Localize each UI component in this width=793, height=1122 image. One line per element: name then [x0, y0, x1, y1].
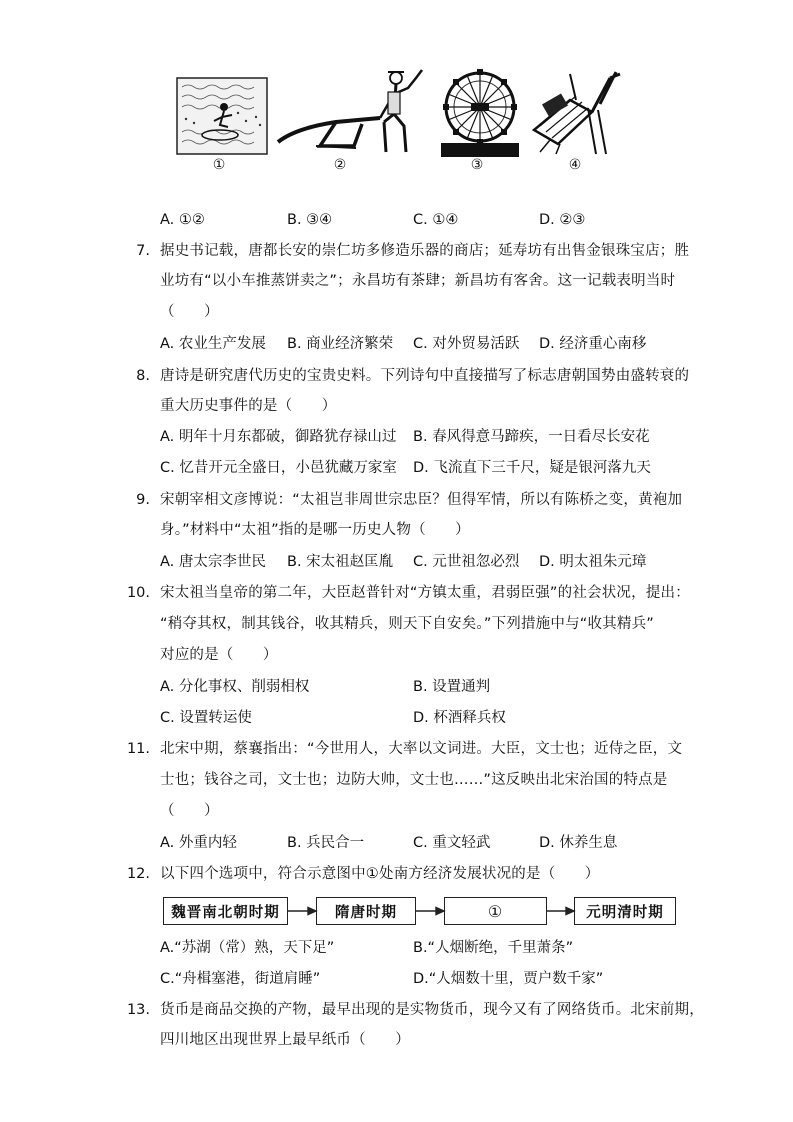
- q10-option-b[interactable]: B. 设置通判: [413, 679, 491, 695]
- q8-option-b[interactable]: B. 春风得意马蹄疾，一日看尽长安花: [413, 429, 650, 445]
- q12-option-a[interactable]: A.“苏湖（常）熟，天下足”: [160, 940, 335, 956]
- q7-number: 7.: [136, 243, 150, 259]
- q7-option-a[interactable]: A. 农业生产发展: [160, 336, 266, 352]
- image-label-4: ④: [568, 157, 582, 173]
- flow-box-sui-tang: 隋唐时期: [316, 897, 416, 925]
- q13-number: 13.: [126, 1002, 150, 1018]
- q11-option-b[interactable]: B. 兵民合一: [287, 835, 365, 851]
- q9-stem-line-1: 宋朝宰相文彦博说：“太祖岂非周世宗忠臣？但得军情，所以有陈桥之变，黄袍加: [160, 492, 683, 508]
- q11-stem-line-2: 士也；钱谷之司，文士也；边防大帅，文士也……”这反映出北宋治国的特点是: [160, 772, 668, 788]
- flow-box-yuan-ming-qing: 元明清时期: [574, 897, 676, 925]
- q6-option-b[interactable]: B. ③④: [287, 212, 333, 228]
- q8-stem-line-2: 重大历史事件的是（ ）: [160, 398, 337, 414]
- q7-stem-line-1: 据史书记载，唐都长安的崇仁坊多修造乐器的商店；延寿坊有出售金银珠宝店；胜: [160, 243, 690, 259]
- q7-option-c[interactable]: C. 对外贸易活跃: [413, 336, 520, 352]
- q13-stem-line-2: 四川地区出现世界上最早纸币（ ）: [160, 1032, 410, 1048]
- q12-option-b[interactable]: B.“人烟断绝，千里萧条”: [413, 940, 574, 956]
- q10-stem-line-1: 宋太祖当皇帝的第二年，大臣赵普针对“方镇太重，君弱臣强”的社会状况，提出：: [160, 585, 690, 601]
- q11-stem-line-3: （ ）: [160, 803, 219, 819]
- q9-option-d[interactable]: D. 明太祖朱元璋: [539, 554, 647, 570]
- flow-box-blank: ①: [444, 897, 547, 925]
- flow-box-wei-jin: 魏晋南北朝时期: [163, 897, 288, 925]
- q9-number: 9.: [136, 492, 150, 508]
- q8-number: 8.: [136, 368, 150, 384]
- q7-option-d[interactable]: D. 经济重心南移: [539, 336, 647, 352]
- q10-number: 10.: [126, 585, 150, 601]
- q9-option-a[interactable]: A. 唐太宗李世民: [160, 554, 266, 570]
- q10-option-a[interactable]: A. 分化事权、削弱相权: [160, 679, 310, 695]
- q11-option-a[interactable]: A. 外重内轻: [160, 835, 237, 851]
- q7-stem-line-2: 业坊有“以小车推蒸饼卖之”；永昌坊有茶肆；新昌坊有客舍。这一记载表明当时: [160, 273, 676, 289]
- image-label-1: ①: [212, 157, 226, 173]
- q10-stem-line-3: 对应的是（ ）: [160, 647, 278, 663]
- q7-stem-line-3: （ ）: [160, 304, 219, 320]
- q6-option-c[interactable]: C. ①④: [413, 212, 459, 228]
- q12-option-c[interactable]: C.“舟楫塞港，街道肩睡”: [160, 971, 321, 987]
- q10-option-c[interactable]: C. 设置转运使: [160, 710, 252, 726]
- q11-stem-line-1: 北宋中期，蔡襄指出：“今世用人，大率以文词进。大臣，文士也；近侍之臣，文: [160, 741, 683, 757]
- q11-option-c[interactable]: C. 重文轻武: [413, 835, 491, 851]
- image-label-2: ②: [333, 157, 347, 173]
- q11-option-d[interactable]: D. 休养生息: [539, 835, 618, 851]
- q8-option-a[interactable]: A. 明年十月东都破，御路犹存禄山过: [160, 429, 397, 445]
- q13-stem-line-1: 货币是商品交换的产物，最早出现的是实物货币，现今又有了网络货币。北宋前期，: [160, 1002, 704, 1018]
- q8-option-d[interactable]: D. 飞流直下三千尺，疑是银河落九天: [413, 460, 651, 476]
- q10-option-d[interactable]: D. 杯酒释兵权: [413, 710, 506, 726]
- q12-option-d[interactable]: D.“人烟数十里，贾户数千家”: [413, 971, 604, 987]
- q8-option-c[interactable]: C. 忆昔开元全盛日，小邑犹藏万家室: [160, 460, 397, 476]
- q9-option-b[interactable]: B. 宋太祖赵匡胤: [287, 554, 394, 570]
- q12-stem-line-1: 以下四个选项中，符合示意图中①处南方经济发展状况的是（ ）: [160, 866, 600, 882]
- q6-option-a[interactable]: A. ①②: [160, 212, 205, 228]
- image-label-3: ③: [470, 157, 484, 173]
- q7-option-b[interactable]: B. 商业经济繁荣: [287, 336, 394, 352]
- q10-stem-line-2: “稍夺其权，制其钱谷，收其精兵，则天下自安矣。”下列措施中与“收其精兵”: [160, 616, 654, 632]
- q6-option-d[interactable]: D. ②③: [539, 212, 586, 228]
- q8-stem-line-1: 唐诗是研究唐代历史的宝贵史料。下列诗句中直接描写了标志唐朝国势由盛转衰的: [160, 368, 690, 384]
- q9-stem-line-2: 身。”材料中“太祖”指的是哪一历史人物（ ）: [160, 522, 470, 538]
- q11-number: 11.: [126, 741, 150, 757]
- q12-number: 12.: [126, 866, 150, 882]
- q9-option-c[interactable]: C. 元世祖忽必烈: [413, 554, 520, 570]
